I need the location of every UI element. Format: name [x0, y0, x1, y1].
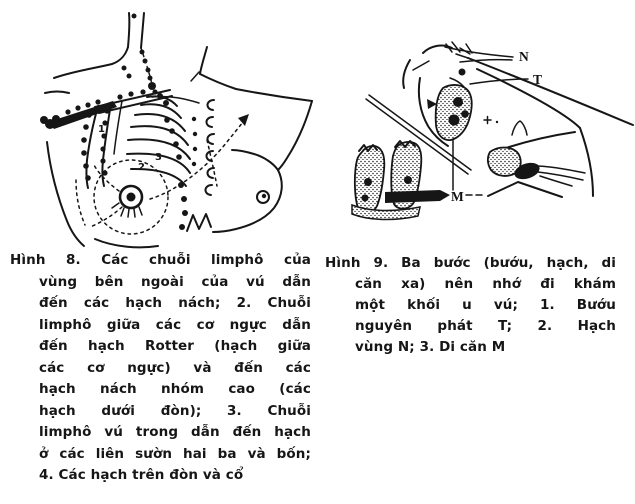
- caption-line: các cơ ngực) và đến các: [39, 359, 311, 376]
- caption-line: ở các liên sườn hai ba và bốn;: [39, 445, 311, 462]
- marker-m: M: [451, 189, 464, 204]
- caption-line: đến hạch Rotter (hạch giữa: [39, 338, 311, 354]
- caption-line: căn xa) nên nhớ đi khám: [355, 276, 616, 292]
- caption-line: 4. Các hạch trên đòn và cổ: [39, 467, 244, 483]
- marker-1: 1: [98, 124, 105, 135]
- intact-breast-profile: [213, 150, 282, 232]
- serratus-squiggle: [187, 214, 211, 231]
- caption-line: vùng bên ngoài của vú dẫn: [39, 273, 311, 290]
- caption-text: Ba bước (bướu, hạch, di: [401, 255, 616, 271]
- palpating-hand: [488, 148, 585, 187]
- figure8-illustration: [0, 0, 320, 250]
- marker-2: 2: [138, 162, 145, 173]
- figure9-label: Hình 9.: [325, 255, 389, 271]
- caption-line: đến các hạch nách; 2. Chuỗi: [39, 295, 311, 311]
- caption-line: nguyên phát T; 2. Hạch: [355, 318, 616, 334]
- figure8-label: Hình 8.: [10, 252, 81, 268]
- rib-cage: [127, 96, 190, 186]
- marker-t: T: [533, 72, 543, 87]
- caption-line: [10, 250, 311, 272]
- caption-line: hạch nách nhóm cao (các: [39, 381, 311, 397]
- marker-n: N: [519, 49, 529, 64]
- figure8-caption: [10, 250, 311, 487]
- torso-outline: [45, 13, 312, 247]
- raised-arm-lines: [468, 58, 633, 196]
- lungs-metastasis-inset: [352, 141, 450, 220]
- caption-line: [325, 253, 616, 274]
- sternum-cartilage-hooks: [205, 100, 214, 195]
- caption-text: Các chuỗi limphô của: [101, 252, 311, 268]
- caption-line: limphô giữa các cơ ngực dẫn: [39, 316, 311, 333]
- marker-3: 3: [155, 152, 162, 163]
- caption-line: một khối u vú; 1. Bướu: [355, 297, 616, 313]
- caption-line: vùng N; 3. Di căn M: [355, 339, 506, 355]
- primary-tumor-mass: [427, 69, 472, 141]
- figure9-illustration: [330, 20, 635, 250]
- caption-line: hạch dưới đòn); 3. Chuỗi: [39, 402, 311, 419]
- figure9-caption: [325, 253, 616, 358]
- caption-line: limphô vú trong dẫn đến hạch: [39, 424, 311, 440]
